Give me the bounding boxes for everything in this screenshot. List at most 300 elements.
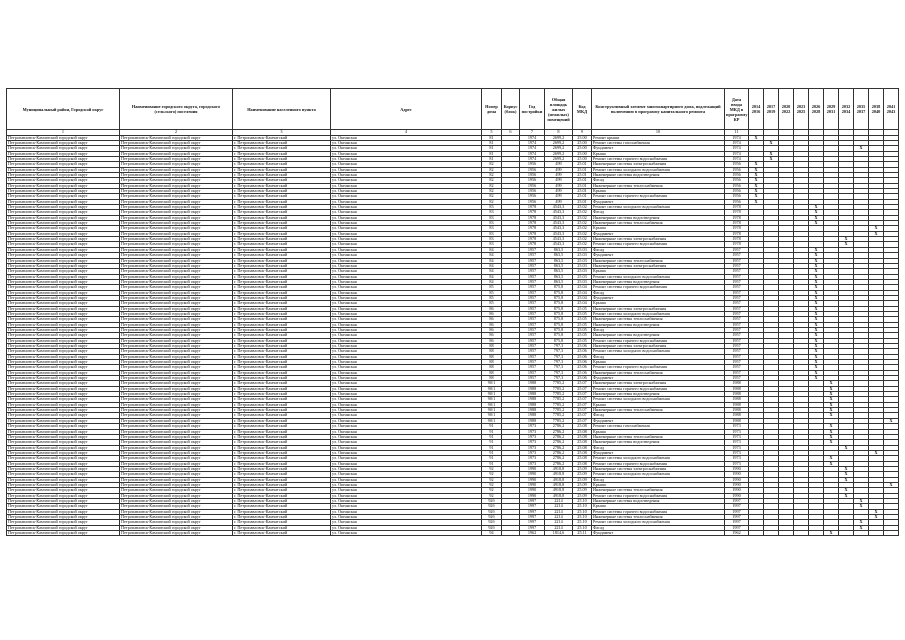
year-cell: 1973 xyxy=(520,434,545,439)
area-cell: 797,3 xyxy=(545,354,573,359)
street-cell: ул. Океанская xyxy=(331,525,482,530)
locality-cell: г. Петропавловск-Камчатский xyxy=(233,360,331,365)
element-cell: Инженерные системы водоотведения xyxy=(592,322,725,327)
settlement-cell: Петропавловск-Камчатский городской округ xyxy=(120,162,233,167)
locality-cell: г. Петропавловск-Камчатский xyxy=(233,498,331,503)
element-cell: Инженерные системы теплоснабжения xyxy=(592,258,725,263)
code-cell: 25.01 xyxy=(573,173,592,178)
year-cell: 1990 xyxy=(520,466,545,471)
code-cell: 25.09 xyxy=(573,472,592,477)
district-cell: Петропавловск-Камчатский городской округ xyxy=(7,482,120,487)
locality-cell: г. Петропавловск-Камчатский xyxy=(233,349,331,354)
year-cell: 1957 xyxy=(520,295,545,300)
period-mark-cell: X xyxy=(839,472,854,477)
code-cell: 25.04 xyxy=(573,295,592,300)
district-cell: Петропавловск-Камчатский городской округ xyxy=(7,215,120,220)
period-mark-cell: X xyxy=(749,194,764,199)
code-cell: 25.09 xyxy=(573,477,592,482)
settlement-cell: Петропавловск-Камчатский городской округ xyxy=(120,189,233,194)
element-cell: Фундамент xyxy=(592,295,725,300)
house-cell: 90/1 xyxy=(482,397,502,402)
date-cell: 1974 xyxy=(725,151,749,156)
district-cell: Петропавловск-Камчатский городской округ xyxy=(7,402,120,407)
settlement-cell: Петропавловск-Камчатский городской округ xyxy=(120,338,233,343)
street-cell: ул. Океанская xyxy=(331,242,482,247)
year-cell: 1988 xyxy=(520,397,545,402)
street-cell: ул. Океанская xyxy=(331,493,482,498)
year-cell: 1957 xyxy=(520,306,545,311)
street-cell: ул. Океанская xyxy=(331,253,482,258)
year-cell: 1974 xyxy=(520,140,545,145)
code-cell: 25.00 xyxy=(573,151,592,156)
code-cell: 25.10 xyxy=(573,520,592,525)
code-cell: 25.05 xyxy=(573,333,592,338)
street-cell: ул. Океанская xyxy=(331,231,482,236)
period-mark-cell: X xyxy=(824,461,839,466)
code-cell: 25.02 xyxy=(573,210,592,215)
district-cell: Петропавловск-Камчатский городской округ xyxy=(7,386,120,391)
date-cell: 1957 xyxy=(725,311,749,316)
house-cell: 85 xyxy=(482,301,502,306)
district-cell: Петропавловск-Камчатский городской округ xyxy=(7,349,120,354)
area-cell: 2699,2 xyxy=(545,156,573,161)
date-cell: 1957 xyxy=(725,360,749,365)
year-cell: 1988 xyxy=(520,381,545,386)
header-year-period: 2038 2040 xyxy=(869,89,884,130)
code-cell: 25.09 xyxy=(573,466,592,471)
column-number-cell: 9 xyxy=(573,130,592,136)
table-row xyxy=(7,531,899,536)
district-cell: Петропавловск-Камчатский городской округ xyxy=(7,424,120,429)
house-cell: 90/1 xyxy=(482,402,502,407)
settlement-cell: Петропавловск-Камчатский городской округ xyxy=(120,311,233,316)
year-cell: 1997 xyxy=(520,525,545,530)
period-mark-cell: X xyxy=(749,135,764,140)
header-year-period: 2017 2019 xyxy=(764,89,779,130)
area-cell: 2786,2 xyxy=(545,461,573,466)
district-cell: Петропавловск-Камчатский городской округ xyxy=(7,456,120,461)
settlement-cell: Петропавловск-Камчатский городской округ xyxy=(120,194,233,199)
date-cell: 1956 xyxy=(725,162,749,167)
code-cell: 25.08 xyxy=(573,429,592,434)
period-mark-cell: X xyxy=(809,311,824,316)
settlement-cell: Петропавловск-Камчатский городской округ xyxy=(120,531,233,536)
area-cell: 797,3 xyxy=(545,365,573,370)
year-cell: 1957 xyxy=(520,258,545,263)
date-cell: 1957 xyxy=(725,344,749,349)
area-cell: 7785,2 xyxy=(545,418,573,423)
house-cell: 81 xyxy=(482,146,502,151)
code-cell: 25.05 xyxy=(573,317,592,322)
header-year-period: 2026 2028 xyxy=(809,89,824,130)
period-mark-cell: X xyxy=(809,376,824,381)
date-cell: 1978 xyxy=(725,242,749,247)
area-cell: 2214 xyxy=(545,504,573,509)
year-cell: 1956 xyxy=(520,183,545,188)
area-cell: 863,5 xyxy=(545,247,573,252)
column-number-cell: 7 xyxy=(520,130,545,136)
area-cell: 875,8 xyxy=(545,290,573,295)
locality-cell: г. Петропавловск-Камчатский xyxy=(233,285,331,290)
area-cell: 2214 xyxy=(545,520,573,525)
element-cell: Инженерные системы электроснабжения xyxy=(592,381,725,386)
element-cell: Инженерные системы электроснабжения xyxy=(592,263,725,268)
house-cell: 82 xyxy=(482,189,502,194)
year-cell: 1978 xyxy=(520,205,545,210)
street-cell: ул. Океанская xyxy=(331,156,482,161)
district-cell: Петропавловск-Камчатский городской округ xyxy=(7,461,120,466)
year-cell: 1973 xyxy=(520,429,545,434)
settlement-cell: Петропавловск-Камчатский городской округ xyxy=(120,440,233,445)
locality-cell: г. Петропавловск-Камчатский xyxy=(233,146,331,151)
house-cell: 92б xyxy=(482,525,502,530)
date-cell: 1973 xyxy=(725,450,749,455)
period-mark-cell: X xyxy=(809,322,824,327)
code-cell: 25.02 xyxy=(573,226,592,231)
element-cell: Ремонт системы горячего водоснабжения xyxy=(592,509,725,514)
date-cell: 1957 xyxy=(725,327,749,332)
settlement-cell: Петропавловск-Камчатский городской округ xyxy=(120,418,233,423)
locality-cell: г. Петропавловск-Камчатский xyxy=(233,402,331,407)
year-cell: 1988 xyxy=(520,418,545,423)
area-cell: 863,5 xyxy=(545,253,573,258)
element-cell: Фасад xyxy=(592,525,725,530)
locality-cell: г. Петропавловск-Камчатский xyxy=(233,488,331,493)
locality-cell: г. Петропавловск-Камчатский xyxy=(233,253,331,258)
house-cell: 91 xyxy=(482,450,502,455)
district-cell: Петропавловск-Камчатский городской округ xyxy=(7,338,120,343)
district-cell: Петропавловск-Камчатский городской округ xyxy=(7,194,120,199)
settlement-cell: Петропавловск-Камчатский городской округ xyxy=(120,263,233,268)
element-cell: Ремонт системы холодного водоснабжения xyxy=(592,397,725,402)
area-cell: 875,8 xyxy=(545,301,573,306)
settlement-cell: Петропавловск-Камчатский городской округ xyxy=(120,434,233,439)
period-mark-cell: X xyxy=(749,173,764,178)
element-cell: Инженерные системы теплоснабжения xyxy=(592,221,725,226)
code-cell: 25.04 xyxy=(573,301,592,306)
street-cell: ул. Океанская xyxy=(331,397,482,402)
area-cell: 499 xyxy=(545,183,573,188)
element-cell: Фундамент xyxy=(592,450,725,455)
district-cell: Петропавловск-Камчатский городской округ xyxy=(7,520,120,525)
period-mark-cell: X xyxy=(749,178,764,183)
locality-cell: г. Петропавловск-Камчатский xyxy=(233,140,331,145)
settlement-cell: Петропавловск-Камчатский городской округ xyxy=(120,381,233,386)
area-cell: 875,8 xyxy=(545,338,573,343)
settlement-cell: Петропавловск-Камчатский городской округ xyxy=(120,285,233,290)
area-cell: 2786,2 xyxy=(545,424,573,429)
date-cell: 1997 xyxy=(725,525,749,530)
header-year-period: 2029 2031 xyxy=(824,89,839,130)
code-cell: 25.07 xyxy=(573,402,592,407)
year-cell: 1997 xyxy=(520,515,545,520)
street-cell: ул. Океанская xyxy=(331,183,482,188)
locality-cell: г. Петропавловск-Камчатский xyxy=(233,456,331,461)
code-cell: 25.08 xyxy=(573,445,592,450)
house-cell: 90/1 xyxy=(482,392,502,397)
date-cell: 1990 xyxy=(725,482,749,487)
street-cell: ул. Океанская xyxy=(331,504,482,509)
house-cell: 81 xyxy=(482,156,502,161)
district-cell: Петропавловск-Камчатский городской округ xyxy=(7,199,120,204)
district-cell: Петропавловск-Камчатский городской округ xyxy=(7,360,120,365)
date-cell: 1978 xyxy=(725,226,749,231)
code-cell: 25.08 xyxy=(573,440,592,445)
element-cell: Ремонт системы холодного водоснабжения xyxy=(592,311,725,316)
district-cell: Петропавловск-Камчатский городской округ xyxy=(7,472,120,477)
year-cell: 1978 xyxy=(520,226,545,231)
code-cell: 25.08 xyxy=(573,456,592,461)
date-cell: 1957 xyxy=(725,365,749,370)
code-cell: 25.11 xyxy=(573,531,592,536)
code-cell: 25.00 xyxy=(573,146,592,151)
period-mark-cell: X xyxy=(764,140,779,145)
period-mark-cell: X xyxy=(764,156,779,161)
locality-cell: г. Петропавловск-Камчатский xyxy=(233,365,331,370)
year-cell: 1988 xyxy=(520,402,545,407)
element-cell: Фундамент xyxy=(592,531,725,536)
year-cell: 1990 xyxy=(520,477,545,482)
code-cell: 25.02 xyxy=(573,215,592,220)
year-cell: 1957 xyxy=(520,274,545,279)
period-mark-cell: X xyxy=(824,408,839,413)
element-cell: Инженерные системы водоотведения xyxy=(592,215,725,220)
code-cell: 25.07 xyxy=(573,386,592,391)
year-cell: 1990 xyxy=(520,482,545,487)
locality-cell: г. Петропавловск-Камчатский xyxy=(233,178,331,183)
locality-cell: г. Петропавловск-Камчатский xyxy=(233,210,331,215)
header-address: Адрес xyxy=(331,89,482,130)
area-cell: 4918,8 xyxy=(545,482,573,487)
settlement-cell: Петропавловск-Камчатский городской округ xyxy=(120,365,233,370)
date-cell: 1974 xyxy=(725,140,749,145)
house-cell: 91 xyxy=(482,456,502,461)
code-cell: 25.02 xyxy=(573,221,592,226)
house-cell: 88 xyxy=(482,354,502,359)
street-cell: ул. Океанская xyxy=(331,173,482,178)
street-cell: ул. Океанская xyxy=(331,434,482,439)
street-cell: ул. Океанская xyxy=(331,344,482,349)
code-cell: 25.03 xyxy=(573,263,592,268)
settlement-cell: Петропавловск-Камчатский городской округ xyxy=(120,317,233,322)
settlement-cell: Петропавловск-Камчатский городской округ xyxy=(120,360,233,365)
year-cell: 1988 xyxy=(520,386,545,391)
period-mark-cell: X xyxy=(824,413,839,418)
code-cell: 25.06 xyxy=(573,349,592,354)
house-cell: 86 xyxy=(482,306,502,311)
settlement-cell: Петропавловск-Камчатский городской округ xyxy=(120,429,233,434)
period-mark-cell: X xyxy=(809,301,824,306)
area-cell: 2699,2 xyxy=(545,135,573,140)
area-cell: 875,8 xyxy=(545,295,573,300)
year-cell: 1957 xyxy=(520,344,545,349)
period-mark-cell: X xyxy=(854,504,869,509)
settlement-cell: Петропавловск-Камчатский городской округ xyxy=(120,344,233,349)
code-cell: 25.07 xyxy=(573,397,592,402)
year-cell: 1988 xyxy=(520,392,545,397)
district-cell: Петропавловск-Камчатский городской округ xyxy=(7,151,120,156)
date-cell: 1988 xyxy=(725,402,749,407)
year-cell: 1956 xyxy=(520,199,545,204)
code-cell: 25.04 xyxy=(573,290,592,295)
date-cell: 1997 xyxy=(725,509,749,514)
settlement-cell: Петропавловск-Камчатский городской округ xyxy=(120,408,233,413)
code-cell: 25.03 xyxy=(573,269,592,274)
area-cell: 797,3 xyxy=(545,370,573,375)
date-cell: 1988 xyxy=(725,413,749,418)
element-cell: Ремонт системы холодного водоснабжения xyxy=(592,167,725,172)
period-mark-cell: X xyxy=(824,392,839,397)
element-cell: Ремонт системы горячего водоснабжения xyxy=(592,386,725,391)
locality-cell: г. Петропавловск-Камчатский xyxy=(233,263,331,268)
code-cell: 25.01 xyxy=(573,178,592,183)
locality-cell: г. Петропавловск-Камчатский xyxy=(233,194,331,199)
period-mark-cell xyxy=(884,531,899,536)
element-cell: Ремонт системы холодного водоснабжения xyxy=(592,520,725,525)
house-cell: 83 xyxy=(482,231,502,236)
street-cell: ул. Океанская xyxy=(331,322,482,327)
element-cell: Ремонт системы холодного водоснабжения xyxy=(592,456,725,461)
period-mark-cell: X xyxy=(839,445,854,450)
area-cell: 2786,2 xyxy=(545,429,573,434)
year-cell: 1957 xyxy=(520,322,545,327)
area-cell: 4918,8 xyxy=(545,493,573,498)
district-cell: Петропавловск-Камчатский городской округ xyxy=(7,408,120,413)
street-cell: ул. Океанская xyxy=(331,226,482,231)
locality-cell: г. Петропавловск-Камчатский xyxy=(233,269,331,274)
street-cell: ул. Океанская xyxy=(331,520,482,525)
house-cell: 86 xyxy=(482,333,502,338)
street-cell: ул. Океанская xyxy=(331,189,482,194)
date-cell: 1957 xyxy=(725,349,749,354)
locality-cell: г. Петропавловск-Камчатский xyxy=(233,327,331,332)
house-cell: 90/1 xyxy=(482,386,502,391)
locality-cell: г. Петропавловск-Камчатский xyxy=(233,482,331,487)
house-cell: 94 xyxy=(482,531,502,536)
code-cell: 25.03 xyxy=(573,279,592,284)
year-cell: 1990 xyxy=(520,493,545,498)
element-cell: Инженерные системы теплоснабжения xyxy=(592,183,725,188)
settlement-cell: Петропавловск-Камчатский городской округ xyxy=(120,498,233,503)
settlement-cell: Петропавловск-Камчатский городской округ xyxy=(120,456,233,461)
district-cell: Петропавловск-Камчатский городской округ xyxy=(7,450,120,455)
area-cell: 7785,2 xyxy=(545,402,573,407)
date-cell: 1988 xyxy=(725,418,749,423)
locality-cell: г. Петропавловск-Камчатский xyxy=(233,493,331,498)
area-cell: 797,3 xyxy=(545,344,573,349)
settlement-cell: Петропавловск-Камчатский городской округ xyxy=(120,146,233,151)
code-cell: 25.01 xyxy=(573,194,592,199)
period-mark-cell: X xyxy=(809,274,824,279)
code-cell: 25.09 xyxy=(573,493,592,498)
district-cell: Петропавловск-Камчатский городской округ xyxy=(7,317,120,322)
element-cell: Ремонт системы холодного водоснабжения xyxy=(592,274,725,279)
locality-cell: г. Петропавловск-Камчатский xyxy=(233,183,331,188)
district-cell: Петропавловск-Камчатский городской округ xyxy=(7,515,120,520)
area-cell: 875,8 xyxy=(545,285,573,290)
street-cell: ул. Океанская xyxy=(331,210,482,215)
period-mark-cell: X xyxy=(869,226,884,231)
area-cell: 2786,2 xyxy=(545,445,573,450)
district-cell: Петропавловск-Камчатский городской округ xyxy=(7,156,120,161)
house-cell: 88 xyxy=(482,376,502,381)
header-locality: Наименование населенного пункта xyxy=(233,89,331,130)
year-cell: 1997 xyxy=(520,509,545,514)
element-cell: Ремонт системы газоснабжения xyxy=(592,140,725,145)
street-cell: ул. Океанская xyxy=(331,279,482,284)
settlement-cell: Петропавловск-Камчатский городской округ xyxy=(120,210,233,215)
element-cell: Крыша xyxy=(592,269,725,274)
district-cell: Петропавловск-Камчатский городской округ xyxy=(7,493,120,498)
element-cell: Крыша xyxy=(592,429,725,434)
column-number-cell: 10 xyxy=(592,130,725,136)
street-cell: ул. Океанская xyxy=(331,151,482,156)
settlement-cell: Петропавловск-Камчатский городской округ xyxy=(120,445,233,450)
street-cell: ул. Океанская xyxy=(331,274,482,279)
house-cell: 86 xyxy=(482,317,502,322)
street-cell: ул. Океанская xyxy=(331,488,482,493)
house-cell: 92б xyxy=(482,498,502,503)
house-cell: 85 xyxy=(482,295,502,300)
area-cell: 4918,8 xyxy=(545,477,573,482)
area-cell: 4543,3 xyxy=(545,215,573,220)
period-mark-cell: X xyxy=(869,450,884,455)
element-cell: Инженерные системы водоотведения xyxy=(592,173,725,178)
element-cell: Инженерные системы электроснабжения xyxy=(592,162,725,167)
period-mark-cell: X xyxy=(809,258,824,263)
locality-cell: г. Петропавловск-Камчатский xyxy=(233,322,331,327)
street-cell: ул. Океанская xyxy=(331,311,482,316)
street-cell: ул. Океанская xyxy=(331,301,482,306)
area-cell: 4918,8 xyxy=(545,472,573,477)
year-cell: 1988 xyxy=(520,408,545,413)
settlement-cell: Петропавловск-Камчатский городской округ xyxy=(120,173,233,178)
element-cell: Фундамент xyxy=(592,418,725,423)
header-year-period: 2041 2043 xyxy=(884,89,899,130)
house-cell: 85 xyxy=(482,285,502,290)
locality-cell: г. Петропавловск-Камчатский xyxy=(233,247,331,252)
area-cell: 797,3 xyxy=(545,360,573,365)
header-build-year: Год постройки xyxy=(520,89,545,130)
period-mark-cell: X xyxy=(869,231,884,236)
house-cell: 83 xyxy=(482,226,502,231)
district-cell: Петропавловск-Камчатский городской округ xyxy=(7,381,120,386)
area-cell: 1814,6 xyxy=(545,531,573,536)
period-mark-cell: X xyxy=(749,183,764,188)
element-cell: Инженерные системы теплоснабжения xyxy=(592,488,725,493)
locality-cell: г. Петропавловск-Камчатский xyxy=(233,434,331,439)
district-cell: Петропавловск-Камчатский городской округ xyxy=(7,231,120,236)
street-cell: ул. Океанская xyxy=(331,498,482,503)
code-cell: 25.01 xyxy=(573,162,592,167)
year-cell: 1957 xyxy=(520,285,545,290)
district-cell: Петропавловск-Камчатский городской округ xyxy=(7,274,120,279)
area-cell: 499 xyxy=(545,167,573,172)
year-cell: 1978 xyxy=(520,210,545,215)
locality-cell: г. Петропавловск-Камчатский xyxy=(233,237,331,242)
date-cell: 1957 xyxy=(725,290,749,295)
district-cell: Петропавловск-Камчатский городской округ xyxy=(7,146,120,151)
area-cell: 499 xyxy=(545,189,573,194)
element-cell: Инженерные системы водоотведения xyxy=(592,498,725,503)
locality-cell: г. Петропавловск-Камчатский xyxy=(233,156,331,161)
locality-cell: г. Петропавловск-Камчатский xyxy=(233,274,331,279)
period-mark-cell: X xyxy=(809,306,824,311)
settlement-cell: Петропавловск-Камчатский городской округ xyxy=(120,237,233,242)
period-mark-cell: X xyxy=(749,167,764,172)
period-mark-cell: X xyxy=(809,370,824,375)
house-cell: 91 xyxy=(482,424,502,429)
